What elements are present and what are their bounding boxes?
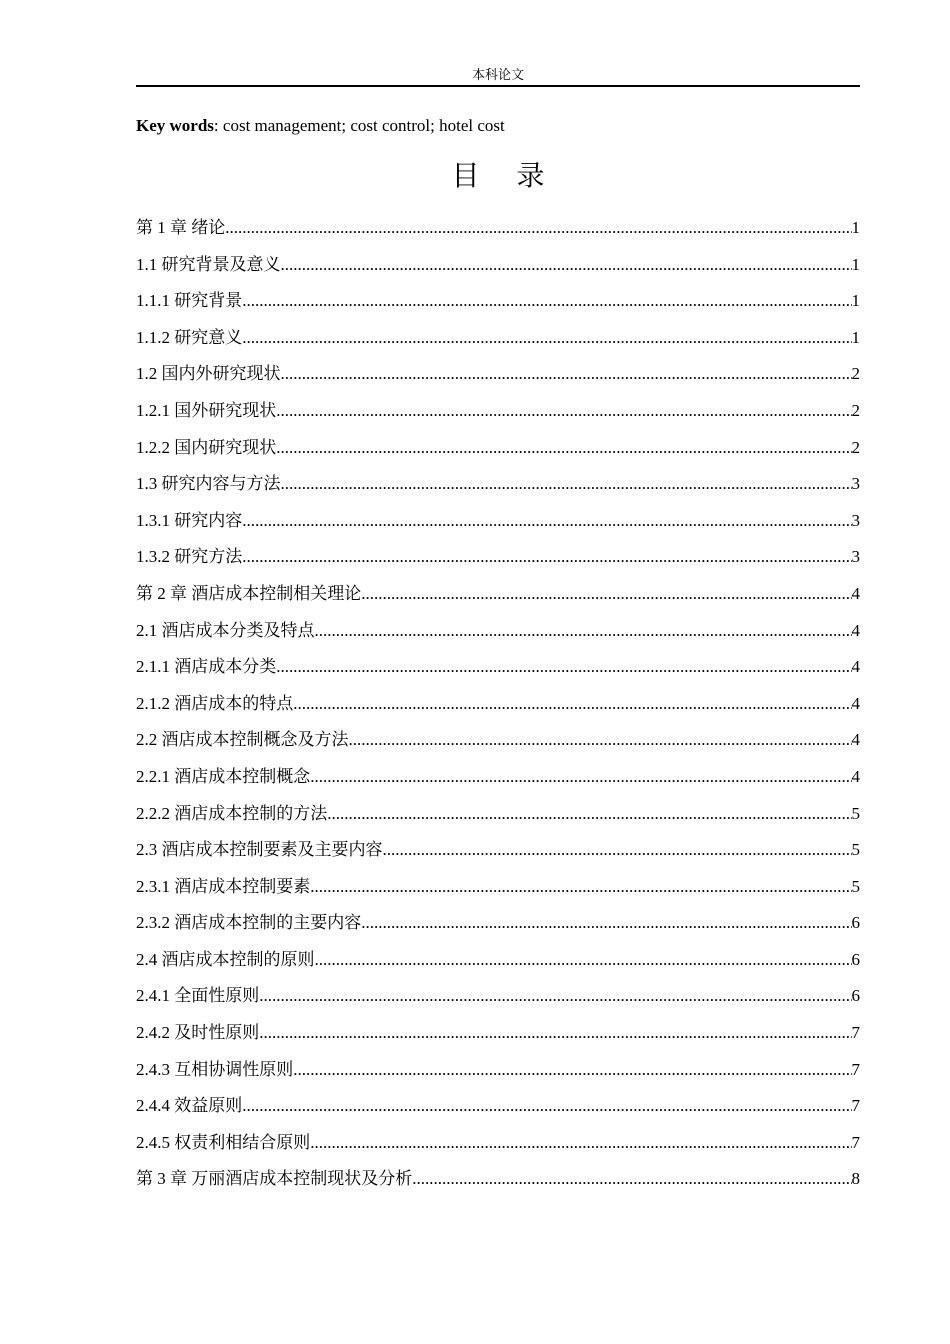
toc-entry-label: 2.2 酒店成本控制概念及方法 xyxy=(136,730,349,750)
toc-entry-label: 第 3 章 万丽酒店成本控制现状及分析 xyxy=(136,1169,413,1189)
toc-entry-page-number: 7 xyxy=(851,1059,860,1079)
toc-entry-label: 2.4.3 互相协调性原则 xyxy=(136,1059,294,1079)
toc-entry-page-number: 5 xyxy=(851,803,860,823)
toc-entry-label: 2.4.4 效益原则 xyxy=(136,1096,243,1116)
toc-entry-page-number: 3 xyxy=(851,547,860,567)
toc-entry[interactable] xyxy=(136,356,860,393)
table-of-contents xyxy=(136,210,860,1198)
toc-entry-label: 2.4 酒店成本控制的原则 xyxy=(136,949,315,969)
toc-entry-label: 2.4.1 全面性原则 xyxy=(136,986,260,1006)
toc-entry-page-number: 4 xyxy=(851,657,860,677)
toc-entry[interactable] xyxy=(136,759,860,796)
toc-dot-leader xyxy=(242,1088,851,1125)
toc-dot-leader xyxy=(242,503,851,540)
toc-dot-leader xyxy=(315,942,852,979)
toc-entry[interactable] xyxy=(136,649,860,686)
toc-entry[interactable] xyxy=(136,210,860,247)
toc-dot-leader xyxy=(361,576,851,613)
toc-entry-page-number: 2 xyxy=(851,437,860,457)
toc-entry[interactable] xyxy=(136,1052,860,1089)
toc-entry[interactable] xyxy=(136,905,860,942)
toc-entry-label: 第 1 章 绪论 xyxy=(136,218,226,237)
toc-entry[interactable] xyxy=(136,283,860,320)
toc-entry[interactable] xyxy=(136,247,860,284)
toc-dot-leader xyxy=(281,466,852,503)
toc-entry[interactable] xyxy=(136,539,860,576)
toc-entry-label: 2.2.1 酒店成本控制概念 xyxy=(136,766,311,786)
toc-entry[interactable] xyxy=(136,1125,860,1162)
toc-entry-label: 2.2.2 酒店成本控制的方法 xyxy=(136,803,328,823)
toc-entry-label: 1.1.1 研究背景 xyxy=(136,291,243,311)
toc-entry-page-number: 1 xyxy=(851,218,860,237)
toc-entry-label: 1.1.2 研究意义 xyxy=(136,327,243,347)
toc-entry-page-number: 7 xyxy=(851,1096,860,1116)
toc-entry-page-number: 6 xyxy=(851,986,860,1006)
toc-entry-label: 1.2 国内外研究现状 xyxy=(136,364,281,384)
toc-entry-label: 2.3.2 酒店成本控制的主要内容 xyxy=(136,913,362,933)
toc-dot-leader xyxy=(281,247,852,284)
toc-dot-leader xyxy=(225,210,851,247)
toc-entry-page-number: 3 xyxy=(851,510,860,530)
toc-dot-leader xyxy=(293,1052,851,1089)
toc-entry-page-number: 5 xyxy=(851,840,860,860)
toc-dot-leader xyxy=(293,686,851,723)
toc-entry[interactable] xyxy=(136,320,860,357)
toc-entry-label: 1.1 研究背景及意义 xyxy=(136,254,281,274)
toc-dot-leader xyxy=(361,905,851,942)
toc-entry-label: 1.2.1 国外研究现状 xyxy=(136,400,277,420)
toc-entry[interactable] xyxy=(136,686,860,723)
toc-entry-label: 2.1 酒店成本分类及特点 xyxy=(136,620,315,640)
toc-dot-leader xyxy=(315,613,852,650)
toc-entry-page-number: 4 xyxy=(851,693,860,713)
toc-entry[interactable] xyxy=(136,613,860,650)
keywords-line xyxy=(136,115,860,137)
toc-dot-leader xyxy=(383,832,852,869)
page-header-title: 本科论文 xyxy=(471,67,524,82)
toc-entry[interactable] xyxy=(136,722,860,759)
toc-dot-leader xyxy=(310,1125,851,1162)
toc-entry-label: 2.4.2 及时性原则 xyxy=(136,1023,260,1043)
toc-entry-page-number: 1 xyxy=(851,254,860,274)
toc-entry-page-number: 1 xyxy=(851,327,860,347)
toc-dot-leader xyxy=(412,1161,851,1198)
toc-entry-label: 2.3 酒店成本控制要素及主要内容 xyxy=(136,840,383,860)
toc-entry-label: 2.1.1 酒店成本分类 xyxy=(136,657,277,677)
toc-entry[interactable] xyxy=(136,978,860,1015)
toc-dot-leader xyxy=(276,430,851,467)
toc-entry-page-number: 4 xyxy=(851,620,860,640)
toc-entry-page-number: 1 xyxy=(851,291,860,311)
toc-entry-page-number: 4 xyxy=(851,583,860,603)
toc-entry-label: 2.3.1 酒店成本控制要素 xyxy=(136,876,311,896)
toc-entry[interactable] xyxy=(136,942,860,979)
toc-dot-leader xyxy=(310,759,851,796)
toc-entry-page-number: 2 xyxy=(851,364,860,384)
toc-dot-leader xyxy=(242,539,851,576)
toc-entry-page-number: 5 xyxy=(851,876,860,896)
keywords-separator: : xyxy=(213,116,223,135)
toc-entry-page-number: 2 xyxy=(851,400,860,420)
toc-dot-leader xyxy=(349,722,852,759)
toc-entry[interactable] xyxy=(136,576,860,613)
toc-entry-page-number: 8 xyxy=(851,1169,860,1189)
toc-entry[interactable] xyxy=(136,1088,860,1125)
toc-title: 目 录 xyxy=(451,159,559,192)
toc-entry-page-number: 7 xyxy=(851,1023,860,1043)
toc-entry[interactable] xyxy=(136,393,860,430)
toc-dot-leader xyxy=(259,1015,851,1052)
toc-dot-leader xyxy=(327,796,851,833)
toc-dot-leader xyxy=(276,649,851,686)
toc-entry-page-number: 6 xyxy=(851,949,860,969)
toc-entry[interactable] xyxy=(136,503,860,540)
toc-entry-label: 1.3 研究内容与方法 xyxy=(136,474,281,494)
toc-entry-page-number: 7 xyxy=(851,1132,860,1152)
header-divider xyxy=(136,85,860,87)
toc-entry-page-number: 3 xyxy=(851,474,860,494)
toc-entry-label: 1.3.1 研究内容 xyxy=(136,510,243,530)
toc-dot-leader xyxy=(242,283,851,320)
toc-entry-page-number: 6 xyxy=(851,913,860,933)
toc-entry-label: 第 2 章 酒店成本控制相关理论 xyxy=(136,583,362,603)
toc-entry-label: 1.3.2 研究方法 xyxy=(136,547,243,567)
toc-dot-leader xyxy=(276,393,851,430)
toc-entry-label: 2.4.5 权责利相结合原则 xyxy=(136,1132,311,1152)
toc-dot-leader xyxy=(242,320,851,357)
toc-entry[interactable] xyxy=(136,466,860,503)
toc-entry-label: 2.1.2 酒店成本的特点 xyxy=(136,693,294,713)
toc-entry[interactable] xyxy=(136,796,860,833)
toc-entry[interactable] xyxy=(136,869,860,906)
toc-dot-leader xyxy=(310,869,851,906)
toc-entry-label: 1.2.2 国内研究现状 xyxy=(136,437,277,457)
keywords-value: cost management; cost control; hotel cost xyxy=(222,116,505,135)
toc-dot-leader xyxy=(259,978,851,1015)
toc-entry[interactable] xyxy=(136,1161,860,1198)
toc-entry[interactable] xyxy=(136,1015,860,1052)
toc-entry[interactable] xyxy=(136,832,860,869)
toc-dot-leader xyxy=(281,356,852,393)
toc-entry-page-number: 4 xyxy=(851,730,860,750)
keywords-label: Key words xyxy=(136,116,214,135)
toc-entry-page-number: 4 xyxy=(851,766,860,786)
toc-entry[interactable] xyxy=(136,430,860,467)
